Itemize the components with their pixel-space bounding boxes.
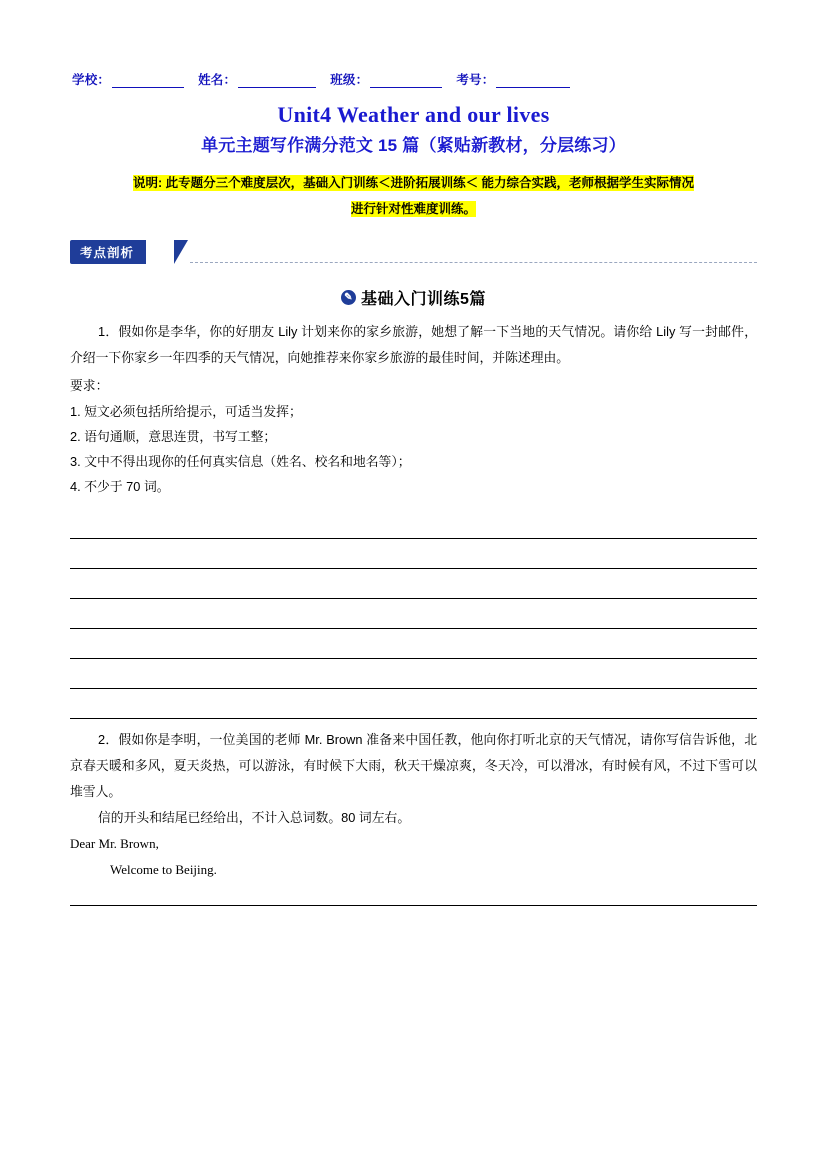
- question-2-answer-line[interactable]: [70, 883, 757, 906]
- question-2-prompt: 2．假如你是李明，一位美国的老师 Mr. Brown 准备来中国任教，他向你打听北京的天气情况，请你写信告诉他，北京春天暖和多风，夏天炎热，可以游泳，有时候下大雨，秋天干燥凉爽，冬天冷，可以滑冰，有时候有风，不过下雪可以堆雪人。: [70, 732, 757, 799]
- question-2-subnote: 信的开头和结尾已经给出，不计入总词数。80 词左右。: [98, 810, 411, 825]
- answer-line[interactable]: [70, 569, 757, 599]
- requirement-item: 1. 短文必须包括所给提示，可适当发挥；: [70, 404, 302, 419]
- section-tag-arrow-icon: [174, 240, 188, 264]
- question-2-salutation: Dear Mr. Brown,: [70, 836, 159, 851]
- answer-line[interactable]: [70, 659, 757, 689]
- question-1-prompt: 1．假如你是李华，你的好朋友 Lily 计划来你的家乡旅游，她想了解一下当地的天气情况。请你给 Lily 写一封邮件，介绍一下你家乡一年四季的天气情况，向她推荐来你家乡旅游的最佳时间，并陈述理由。: [70, 324, 757, 365]
- field-exam-number-label: 考号：: [456, 73, 495, 87]
- instruction-note-line1-text: 说明: 此专题分三个难度层次，基础入门训练＜进阶拓展训练＜ 能力综合实践，老师根据学生实际情况: [132, 176, 695, 190]
- question-1-answer-area[interactable]: [70, 509, 757, 719]
- field-name-label: 姓名：: [198, 73, 237, 87]
- requirement-item: 2. 语句通顺，意思连贯，书写工整；: [70, 429, 277, 444]
- page-title: Unit4 Weather and our lives: [277, 102, 550, 127]
- field-exam-number: [456, 70, 570, 88]
- answer-line[interactable]: [70, 539, 757, 569]
- requirement-item: 4. 不少于 70 词。: [70, 479, 170, 494]
- student-info-line: [72, 70, 757, 88]
- answer-line[interactable]: [70, 689, 757, 719]
- field-name: [198, 70, 316, 88]
- field-school: [72, 70, 184, 88]
- section-divider: [190, 262, 757, 263]
- question-1-requirements: [70, 399, 757, 499]
- part-heading: [70, 286, 757, 309]
- part-heading-label: 基础入门训练5篇: [361, 291, 486, 308]
- field-class-blank[interactable]: [370, 74, 442, 88]
- section-tag-row: [70, 240, 757, 270]
- pencil-icon: ✎: [341, 290, 356, 305]
- field-exam-number-blank[interactable]: [496, 74, 570, 88]
- page-subtitle: 单元主题写作满分范文 15 篇（紧贴新教材，分层练习）: [201, 136, 626, 155]
- question-2-opening: Welcome to Beijing.: [110, 862, 217, 877]
- field-school-blank[interactable]: [112, 74, 184, 88]
- instruction-note: [70, 170, 757, 222]
- field-school-label: 学校：: [72, 73, 111, 87]
- question-1-requirement-label: 要求：: [70, 378, 109, 393]
- field-class: [330, 70, 442, 88]
- field-class-label: 班级：: [330, 73, 369, 87]
- requirement-item: 3. 文中不得出现你的任何真实信息（姓名、校名和地名等）；: [70, 454, 411, 469]
- field-name-blank[interactable]: [238, 74, 316, 88]
- instruction-note-line1: [70, 170, 757, 196]
- section-tag: 考点剖析: [70, 240, 146, 264]
- instruction-note-line2-text: 进行针对性难度训练。: [350, 202, 476, 216]
- answer-line[interactable]: [70, 599, 757, 629]
- instruction-note-line2: [70, 196, 757, 222]
- answer-line[interactable]: [70, 509, 757, 539]
- answer-line[interactable]: [70, 629, 757, 659]
